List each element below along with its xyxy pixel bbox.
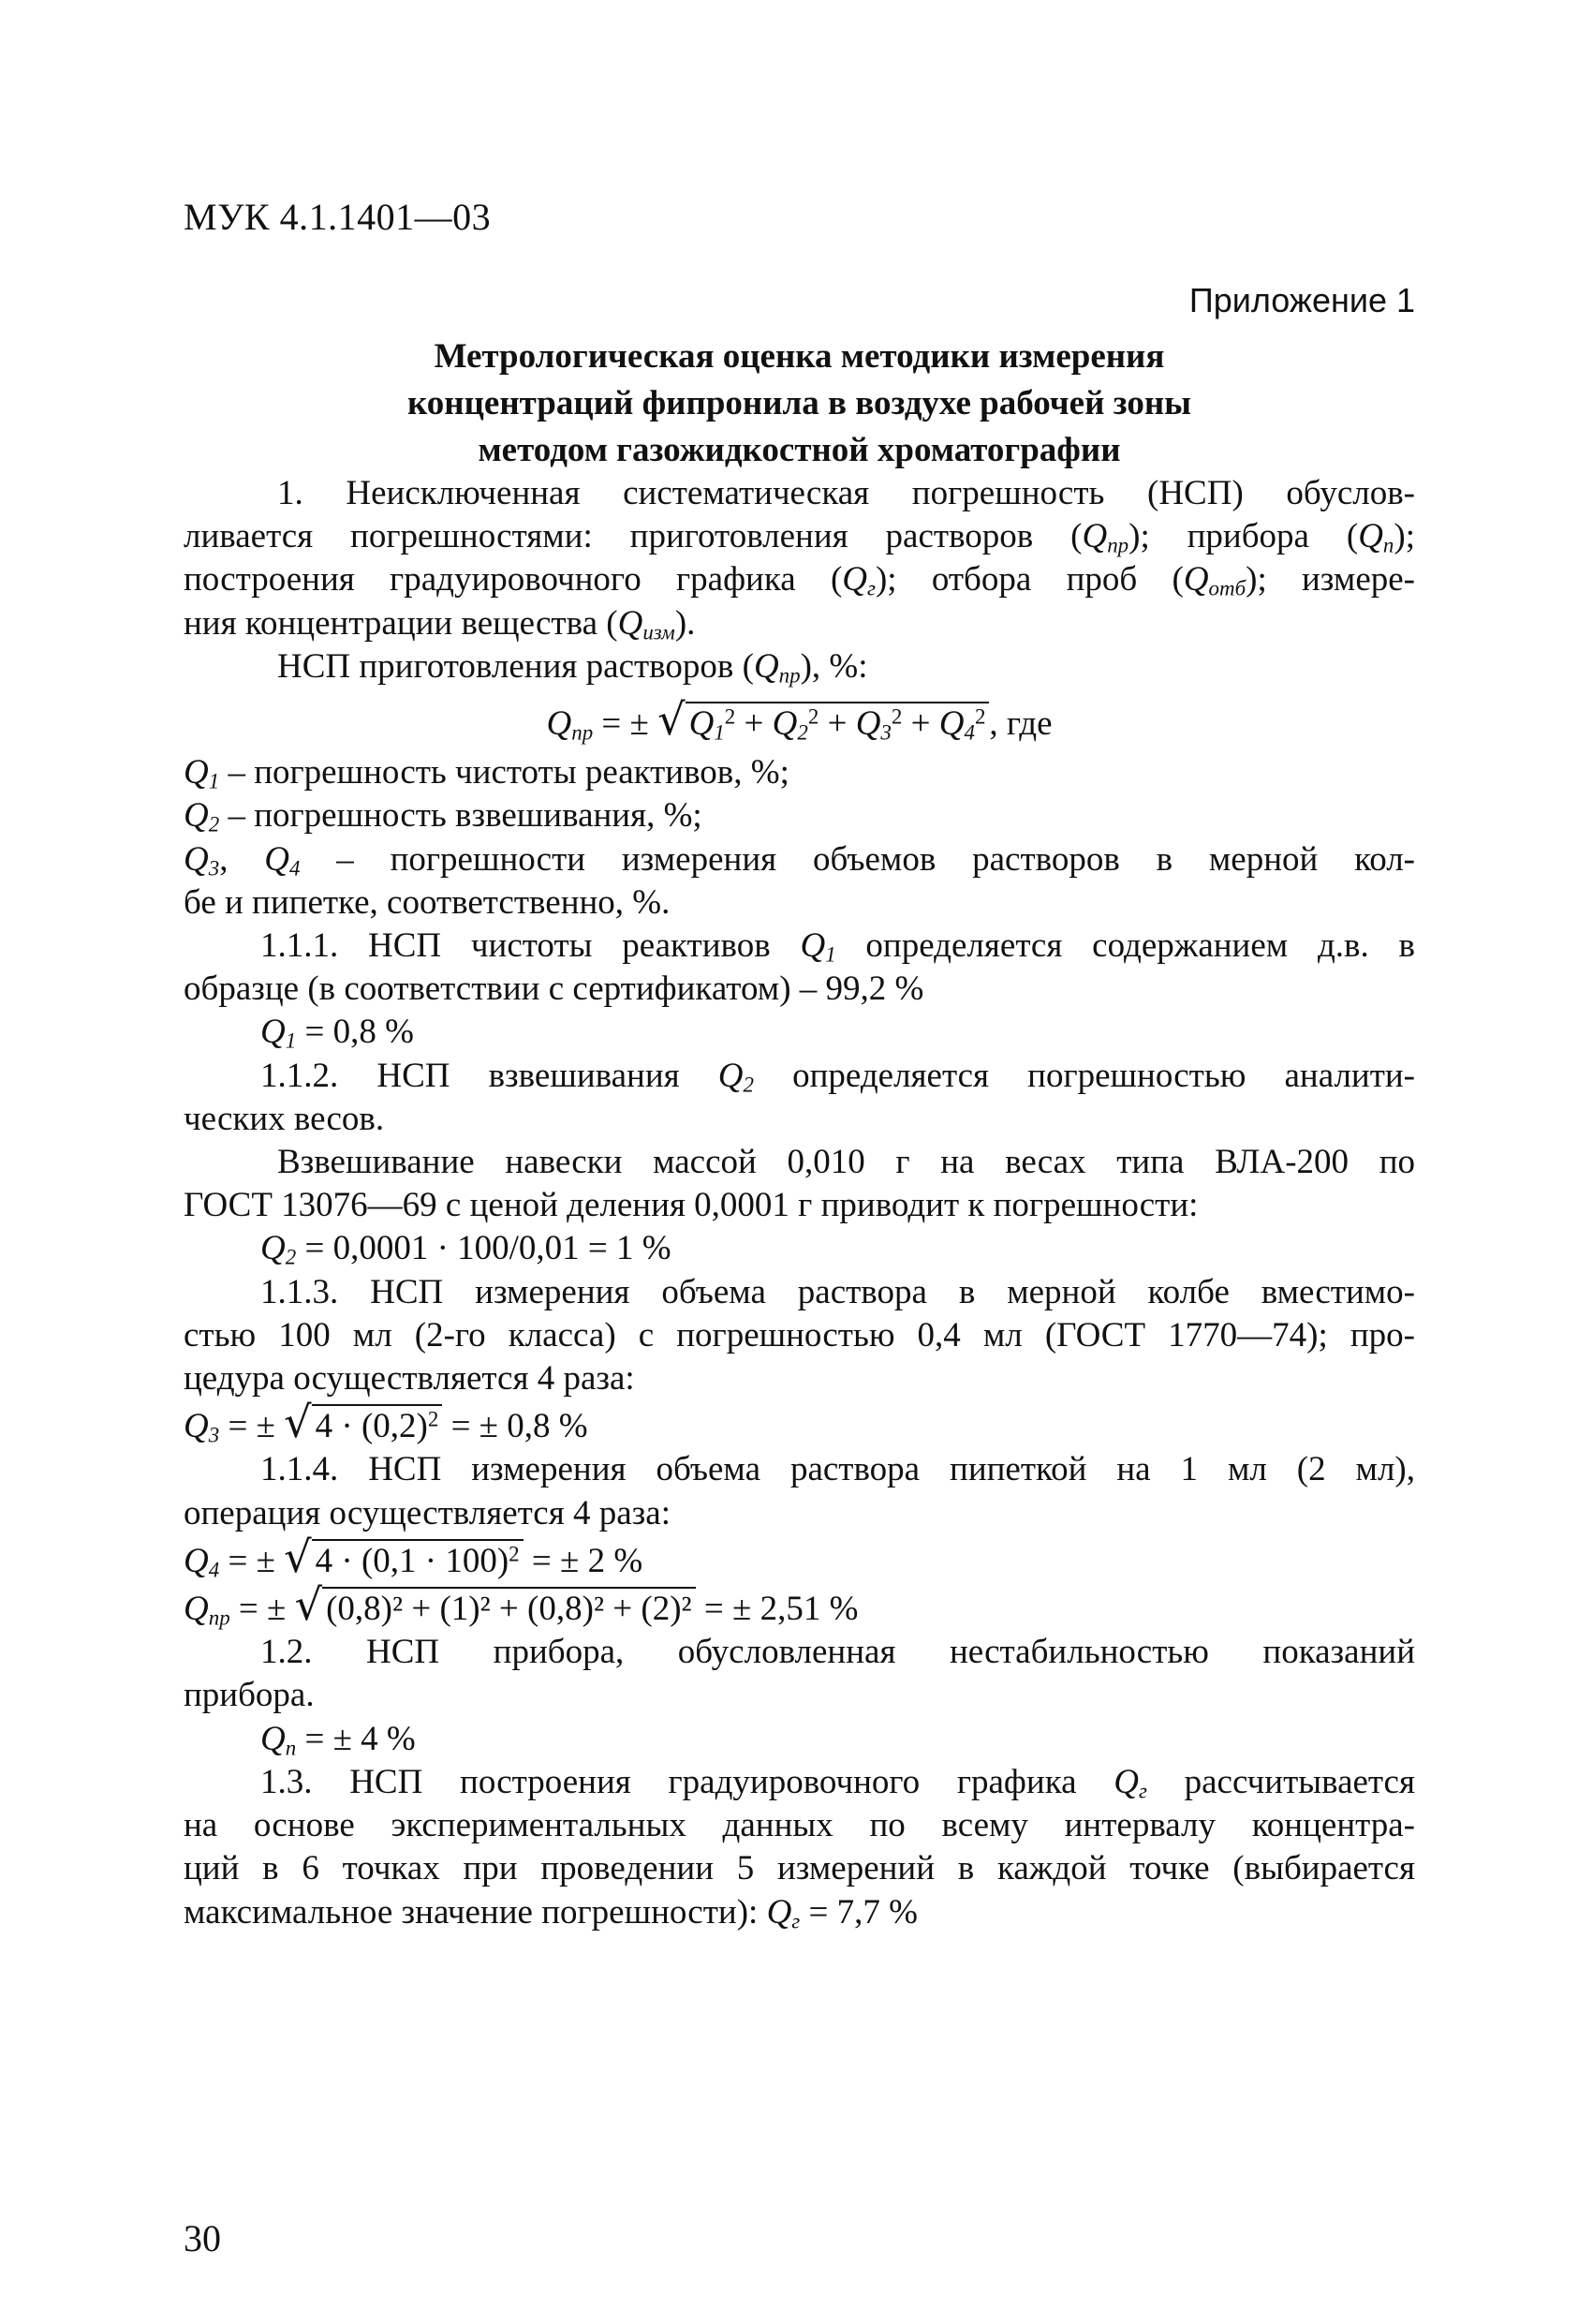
paragraph: ческих весов.	[184, 1099, 385, 1138]
formula-q4: $Q_4$ = ± √ $4 \cdot (0,1 \cdot 100)^2$ = ± 2 %	[184, 1531, 643, 1582]
paragraph: $Q_1$ – погрешность чистоты реактивов, %;	[184, 753, 789, 793]
appendix-label: Приложение 1	[1188, 281, 1415, 319]
paragraph: $Q_п$ = ± 4 %	[260, 1719, 416, 1760]
paragraph: $Q_1 = 0,8$ %	[260, 1013, 414, 1054]
title-line: методом газожидкостной хроматографии	[478, 431, 1121, 469]
paragraph: ций в 6 точках при проведении 5 измерений в каждой точке (выбирается	[184, 1849, 1415, 1888]
paragraph: ГОСТ 13076—69 с ценой деления 0,0001 г приводит к погрешности:	[184, 1186, 1199, 1225]
paragraph: ния концентрации вещества $(Q_{изм})$.	[184, 603, 696, 644]
paragraph: НСП приготовления растворов $(Q_{пр})$, %:	[277, 646, 868, 688]
paragraph: операция осуществляется 4 раза:	[184, 1493, 671, 1532]
formula-qpr: $Q_{пр}$ = ± √ $Q_1^2 + Q_2^2 + Q_3^2 + Q_4^2$ , где	[546, 694, 1053, 746]
document-body	[184, 472, 1415, 1934]
document-code: МУК 4.1.1401—03	[184, 196, 492, 238]
paragraph: 1.1.3. НСП измерения объема раствора в мерной колбе вместимо-	[260, 1272, 1415, 1311]
paragraph: $Q_2$ – погрешность взвешивания, %;	[184, 796, 702, 837]
title-line: Метрологическая оценка методики измерения	[434, 337, 1165, 376]
paragraph: бе и пипетке, соответственно, %.	[184, 882, 671, 922]
paragraph: прибора.	[184, 1676, 315, 1715]
page-number: 30	[184, 2217, 221, 2259]
paragraph: Взвешивание навески массой 0,010 г на весах типа ВЛА-200 по	[277, 1143, 1415, 1182]
paragraph: 1.1.4. НСП измерения объема раствора пипеткой на 1 мл (2 мл),	[260, 1450, 1415, 1489]
paragraph: 1.3. НСП построения градуировочного графика $Q_г$ рассчитывается	[260, 1762, 1415, 1803]
paragraph: максимальное значение погрешности): $Q_г = 7,7$ %	[184, 1892, 918, 1933]
formula-qpr-total: $Q_{пр}$ = ± √ (0,8)² + (1)² + (0,8)² + (2)² = ± 2,51 %	[184, 1579, 859, 1631]
paragraph: $Q_2 = 0,0001 \cdot 100/0,01 = 1$ %	[260, 1229, 671, 1270]
paragraph: 1.2. НСП прибора, обусловленная нестабильностью показаний	[260, 1633, 1415, 1672]
paragraph: на основе экспериментальных данных по всему интервалу концентра-	[184, 1806, 1415, 1845]
paragraph: образце (в соответствии с сертификатом) – 99,2 %	[184, 970, 924, 1009]
paragraph: стью 100 мл (2-го класса) с погрешностью 0,4 мл (ГОСТ 1770—74); про-	[184, 1315, 1415, 1354]
paragraph: построения градуировочного графика $(Q_г)$; отбора проб $(Q_{отб})$; измере-	[184, 560, 1415, 601]
paragraph: цедура осуществляется 4 раза:	[184, 1359, 635, 1399]
paragraph: 1. Неисключенная систематическая погрешность (НСП) обуслов-	[277, 474, 1415, 512]
page-title	[184, 333, 1415, 474]
paragraph: 1.1.1. НСП чистоты реактивов $Q_1$ определяется содержанием д.в. в	[260, 926, 1415, 967]
paragraph: $Q_3$, $Q_4$ – погрешности измерения объемов растворов в мерной кол-	[184, 839, 1416, 881]
formula-q3: $Q_3$ = ± √ $4 \cdot (0,2)^2$ = ± 0,8 %	[184, 1397, 588, 1448]
paragraph: 1.1.2. НСП взвешивания $Q_2$ определяется погрешностью аналити-	[260, 1056, 1416, 1097]
title-line: концентраций фипронила в воздухе рабочей зоны	[406, 384, 1192, 422]
paragraph: ливается погрешностями: приготовления растворов $(Q_{пр})$; прибора $(Q_п)$;	[184, 517, 1415, 557]
